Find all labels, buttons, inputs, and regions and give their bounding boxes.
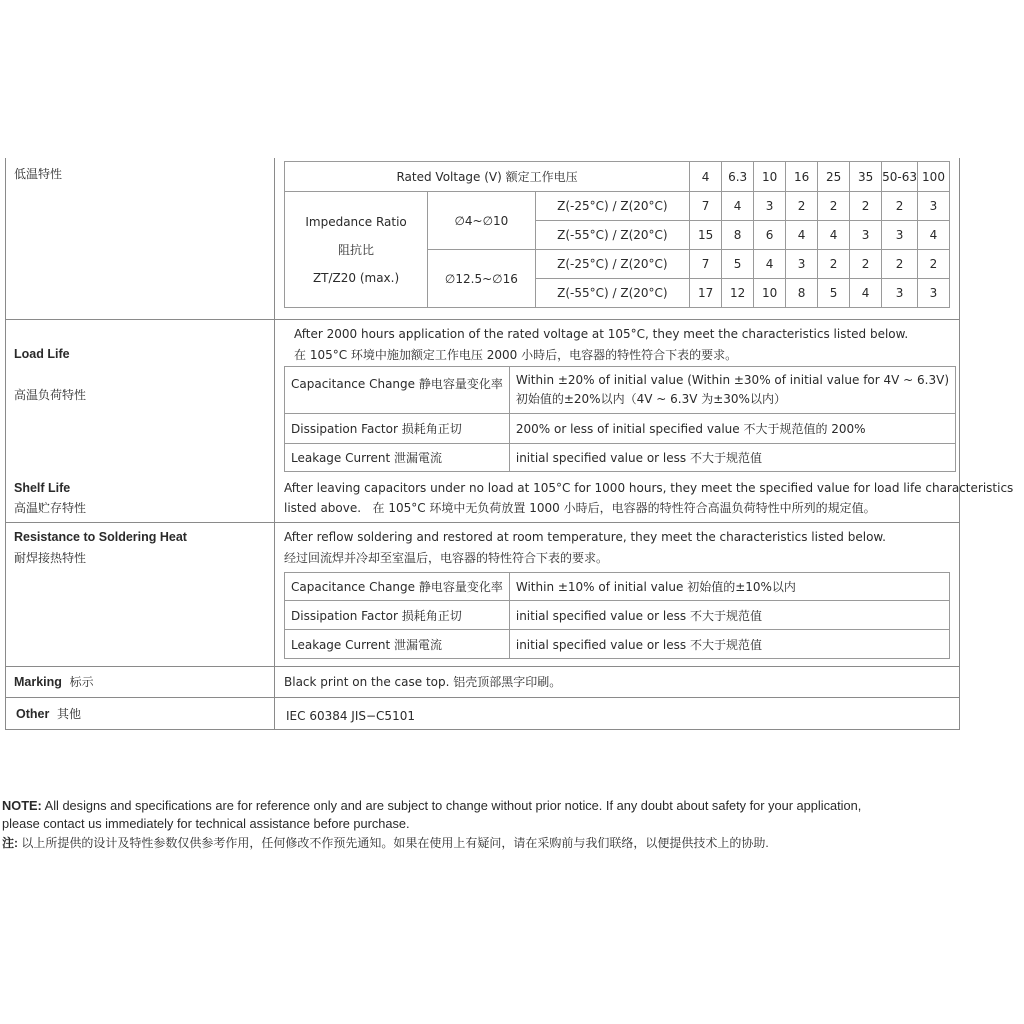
voltage-header-cell: 35 [850, 162, 882, 192]
marking-label-cn: 标示 [69, 675, 94, 689]
impedance-ratio-label-en: Impedance Ratio [305, 214, 407, 229]
condition-cell: Z(-55°C) / Z(20°C) [535, 279, 689, 308]
ratio-cell: 2 [818, 250, 850, 279]
voltage-header-cell: 25 [818, 162, 850, 192]
ratio-cell: 17 [690, 279, 722, 308]
load-life-value: 200% or less of initial specified value 不大于规范值的 200% [509, 414, 955, 444]
ratio-cell: 5 [818, 279, 850, 308]
row-separator [5, 319, 960, 320]
shelf-life-label-cn: 高温贮存特性 [14, 501, 87, 515]
soldering-value: initial specified value or less 不大于规范值 [509, 630, 949, 659]
ratio-cell: 5 [722, 250, 754, 279]
marking-value: Black print on the case top. 铝壳顶部黑字印刷。 [284, 675, 562, 689]
note-en-line2: please contact us immediately for technical assistance before purchase. [2, 816, 410, 831]
note-en-line1 [2, 797, 861, 815]
ratio-cell: 10 [754, 279, 786, 308]
load-life-label-cn: 高温负荷特性 [14, 388, 87, 402]
ratio-cell: 2 [882, 192, 918, 221]
impedance-ratio-label-zt: ZT/Z20 (max.) [312, 270, 400, 285]
load-life-value-cn: 初始值的±20%以内（4V ~ 6.3V 为±30%以内） [515, 392, 786, 406]
row-separator [5, 666, 960, 667]
soldering-item: Dissipation Factor 损耗角正切 [285, 601, 510, 630]
ratio-cell: 12 [722, 279, 754, 308]
soldering-item: Capacitance Change 静电容量变化率 [285, 573, 510, 601]
soldering-table [284, 572, 950, 659]
ratio-cell: 3 [786, 250, 818, 279]
shelf-life-desc-cn: 在 105°C 环境中无负荷放置 1000 小時后，电容器的特性符合高温负荷特性中所列的規定值。 [372, 501, 876, 515]
load-life-value: initial specified value or less 不大于规范值 [509, 444, 955, 472]
ratio-cell: 2 [918, 250, 950, 279]
rated-voltage-header: Rated Voltage (V) 额定工作电压 [285, 162, 690, 192]
note-cn-line [2, 834, 769, 852]
shelf-life-desc-line2 [284, 501, 876, 515]
case-size-cell: ∅4~∅10 [428, 192, 536, 250]
ratio-cell: 2 [818, 192, 850, 221]
ratio-cell: 4 [818, 221, 850, 250]
note-label: NOTE: [2, 798, 42, 813]
ratio-cell: 7 [690, 192, 722, 221]
note-label-cn: 注: [2, 836, 18, 850]
load-life-desc-cn: 在 105°C 环境中施加额定工作电压 2000 小時后，电容器的特性符合下表的要求。 [294, 348, 738, 362]
voltage-header-cell: 6.3 [722, 162, 754, 192]
other-label [16, 707, 81, 721]
soldering-desc-cn: 经过回流焊并冷却至室温后，电容器的特性符合下表的要求。 [284, 551, 609, 565]
low-temp-label: 低温特性 [14, 167, 63, 181]
load-life-item: Dissipation Factor 损耗角正切 [285, 414, 510, 444]
other-label-cn: 其他 [56, 707, 81, 721]
voltage-header-cell: 4 [690, 162, 722, 192]
soldering-label-cn: 耐焊接热特性 [14, 551, 87, 565]
load-life-value [509, 367, 955, 414]
note-text-cn: 以上所提供的设计及特性参数仅供参考作用，任何修改不作预先通知。如果在使用上有疑问，请在采购前与我们联络，以便提供技术上的协助. [18, 836, 769, 850]
load-life-desc-en: After 2000 hours application of the rated voltage at 105°C, they meet the characteristics listed below. [294, 327, 909, 341]
ratio-cell: 15 [690, 221, 722, 250]
other-value: IEC 60384 JIS−C5101 [286, 709, 415, 723]
ratio-cell: 4 [722, 192, 754, 221]
voltage-header-cell: 16 [786, 162, 818, 192]
ratio-cell: 4 [850, 279, 882, 308]
soldering-value: initial specified value or less 不大于规范值 [509, 601, 949, 630]
frame-left-line [5, 158, 6, 730]
load-life-label: Load Life [14, 347, 70, 361]
frame-right-line [959, 158, 960, 730]
frame-divider-line [274, 158, 275, 730]
load-life-table [284, 366, 956, 472]
soldering-desc-en: After reflow soldering and restored at room temperature, they meet the characteristics listed below. [284, 530, 886, 544]
ratio-cell: 2 [850, 192, 882, 221]
condition-cell: Z(-55°C) / Z(20°C) [535, 221, 689, 250]
impedance-ratio-label [285, 192, 428, 308]
ratio-cell: 2 [850, 250, 882, 279]
note-text-en-1: All designs and specifications are for reference only and are subject to change without prior notice. If any doubt about safety for your application, [41, 798, 862, 813]
ratio-cell: 8 [722, 221, 754, 250]
ratio-cell: 6 [754, 221, 786, 250]
row-separator [5, 729, 960, 730]
other-label-en: Other [16, 707, 50, 721]
condition-cell: Z(-25°C) / Z(20°C) [535, 250, 689, 279]
ratio-cell: 3 [918, 279, 950, 308]
ratio-cell: 4 [754, 250, 786, 279]
row-separator [5, 522, 960, 523]
ratio-cell: 3 [882, 279, 918, 308]
soldering-label: Resistance to Soldering Heat [14, 530, 187, 544]
condition-cell: Z(-25°C) / Z(20°C) [535, 192, 689, 221]
ratio-cell: 8 [786, 279, 818, 308]
load-life-item: Leakage Current 泄漏電流 [285, 444, 510, 472]
voltage-header-cell: 50-63 [882, 162, 918, 192]
load-life-value-en: Within ±20% of initial value (Within ±30% of initial value for 4V ~ 6.3V) [515, 373, 950, 387]
ratio-cell: 7 [690, 250, 722, 279]
soldering-value: Within ±10% of initial value 初始值的±10%以内 [509, 573, 949, 601]
shelf-life-label: Shelf Life [14, 481, 71, 495]
shelf-life-desc-en: After leaving capacitors under no load at 105°C for 1000 hours, they meet the specified value for load life characteristics [284, 481, 1014, 495]
ratio-cell: 2 [786, 192, 818, 221]
marking-label-en: Marking [14, 675, 62, 689]
row-separator [5, 697, 960, 698]
impedance-ratio-label-cn: 阻抗比 [338, 242, 375, 257]
ratio-cell: 2 [882, 250, 918, 279]
load-life-item: Capacitance Change 静电容量变化率 [285, 367, 510, 414]
shelf-life-desc-en-2: listed above. [284, 501, 362, 515]
soldering-item: Leakage Current 泄漏電流 [285, 630, 510, 659]
ratio-cell: 3 [754, 192, 786, 221]
ratio-cell: 3 [850, 221, 882, 250]
marking-label [14, 675, 94, 689]
case-size-cell: ∅12.5~∅16 [428, 250, 536, 308]
voltage-header-cell: 10 [754, 162, 786, 192]
ratio-cell: 4 [918, 221, 950, 250]
ratio-cell: 3 [918, 192, 950, 221]
ratio-cell: 4 [786, 221, 818, 250]
ratio-cell: 3 [882, 221, 918, 250]
impedance-table [284, 161, 950, 308]
voltage-header-cell: 100 [918, 162, 950, 192]
